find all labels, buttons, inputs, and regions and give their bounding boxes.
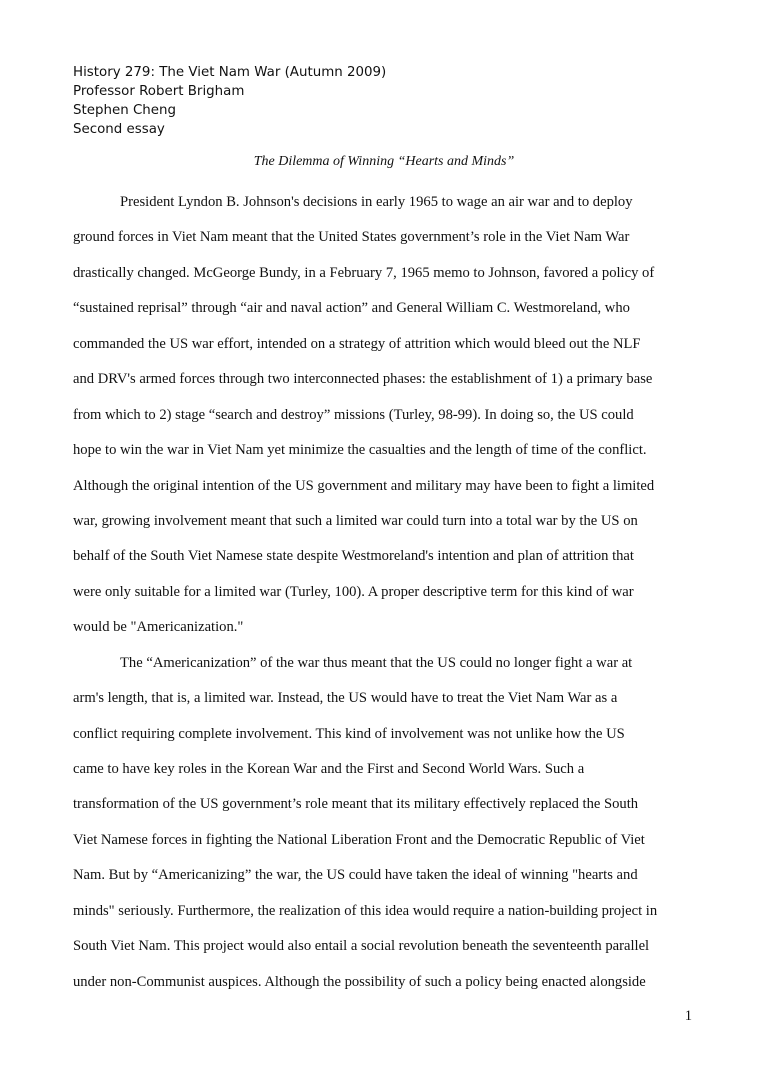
text-line: Viet Namese forces in fighting the National Liberation Front and the Democratic Republic of Viet <box>73 831 645 848</box>
paragraph-1 <box>73 185 697 646</box>
text-line: ground forces in Viet Nam meant that the United States government’s role in the Viet Nam War <box>73 229 630 246</box>
essay-header <box>73 63 386 139</box>
text-line: would be "Americanization." <box>73 619 244 636</box>
text-line: under non-Communist auspices. Although the possibility of such a policy being enacted alongside <box>73 973 646 990</box>
text-line: from which to 2) stage “search and destroy” missions (Turley, 98-99). In doing so, the US could <box>73 406 634 423</box>
text-line: commanded the US war effort, intended on a strategy of attrition which would bleed out the NLF <box>73 335 641 352</box>
text-line: conflict requiring complete involvement. This kind of involvement was not unlike how the US <box>73 725 625 742</box>
text-line: President Lyndon B. Johnson's decisions in early 1965 to wage an air war and to deploy <box>120 194 633 210</box>
essay-body <box>73 185 697 1000</box>
essay-title: The Dilemma of Winning “Hearts and Minds” <box>253 154 515 169</box>
text-line: arm's length, that is, a limited war. Instead, the US would have to treat the Viet Nam War as a <box>73 690 618 707</box>
text-line: came to have key roles in the Korean War and the First and Second World Wars. Such a <box>73 761 585 777</box>
text-line: war, growing involvement meant that such a limited war could turn into a total war by the US on <box>73 512 638 529</box>
text-line: The “Americanization” of the war thus meant that the US could no longer fight a war at <box>120 654 633 671</box>
text-line: Nam. But by “Americanizing” the war, the US could have taken the ideal of winning "hearts and <box>73 867 638 884</box>
author-line: Stephen Cheng <box>73 103 177 118</box>
text-line: transformation of the US government’s role meant that its military effectively replaced the South <box>73 796 639 813</box>
professor-line: Professor Robert Brigham <box>73 84 245 99</box>
text-line: and DRV's armed forces through two interconnected phases: the establishment of 1) a primary base <box>73 371 653 388</box>
text-line: minds" seriously. Furthermore, the realization of this idea would require a nation-building project in <box>73 902 658 919</box>
text-line: behalf of the South Viet Namese state despite Westmoreland's intention and plan of attrition that <box>73 548 634 565</box>
text-line: were only suitable for a limited war (Turley, 100). A proper descriptive term for this kind of war <box>73 583 634 600</box>
text-line: hope to win the war in Viet Nam yet minimize the casualties and the length of time of the conflict. <box>73 442 647 459</box>
page-number: 1 <box>684 1008 692 1024</box>
paragraph-2 <box>73 646 697 1000</box>
text-line: Although the original intention of the US government and military may have been to fight a limited <box>73 477 655 494</box>
course-line: History 279: The Viet Nam War (Autumn 2009) <box>73 65 387 80</box>
text-line: South Viet Nam. This project would also entail a social revolution beneath the seventeenth parallel <box>73 938 650 955</box>
assignment-line: Second essay <box>73 122 165 137</box>
text-line: “sustained reprisal” through “air and naval action” and General William C. Westmoreland, who <box>73 300 630 317</box>
text-line: drastically changed. McGeorge Bundy, in a February 7, 1965 memo to Johnson, favored a policy of <box>73 264 655 281</box>
